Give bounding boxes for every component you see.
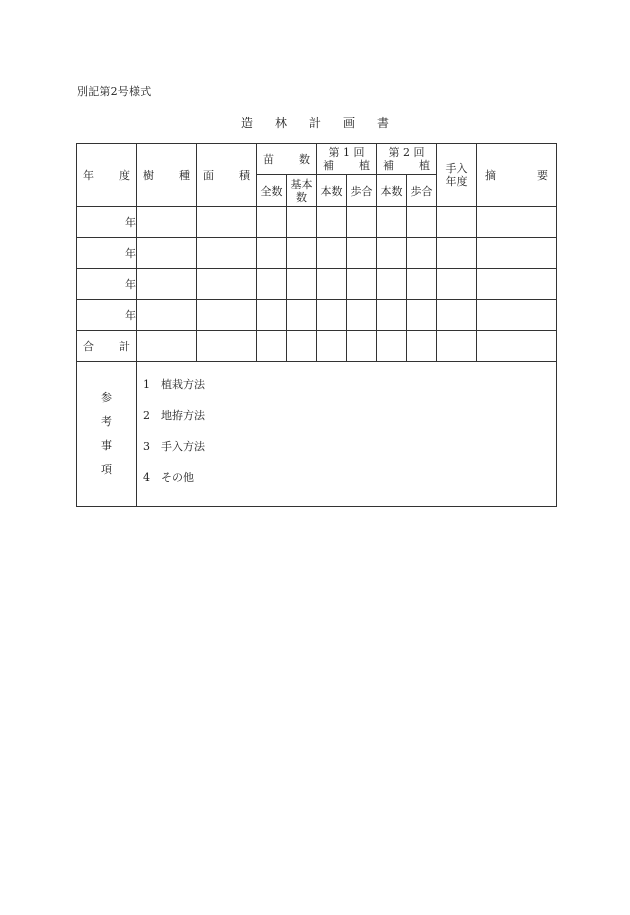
form-number-label: 別記第2号様式 xyxy=(77,85,152,98)
maintenance-year-cell[interactable] xyxy=(437,300,477,331)
note-planting-method: 1 植栽方法 xyxy=(143,378,205,391)
replant-1-rate-cell[interactable] xyxy=(347,207,377,238)
seedlings-total-cell[interactable] xyxy=(257,238,287,269)
notes-row xyxy=(77,362,557,507)
remarks-cell[interactable] xyxy=(477,238,557,269)
replant-2-rate-cell[interactable] xyxy=(407,300,437,331)
replant-1-rate-cell[interactable] xyxy=(347,238,377,269)
area-cell[interactable] xyxy=(197,207,257,238)
maintenance-year-cell[interactable] xyxy=(437,238,477,269)
area-cell[interactable] xyxy=(197,238,257,269)
header-seedlings: 苗 数 xyxy=(257,144,317,175)
header-area: 面 積 xyxy=(197,144,257,207)
maintenance-year-cell[interactable] xyxy=(437,207,477,238)
document-title: 造林計画書 xyxy=(240,116,411,130)
replant-1-count-cell[interactable] xyxy=(317,238,347,269)
replant-2-rate-cell[interactable] xyxy=(407,238,437,269)
header-seedlings-total: 全数 xyxy=(257,175,287,207)
replant-2-count-cell[interactable] xyxy=(377,269,407,300)
note-maintenance-method: 3 手入方法 xyxy=(143,440,205,453)
area-cell[interactable] xyxy=(197,300,257,331)
maintenance-year-cell[interactable] xyxy=(437,269,477,300)
table-row xyxy=(77,269,557,300)
notes-content-cell[interactable] xyxy=(137,362,557,507)
species-total-cell[interactable] xyxy=(137,331,197,362)
species-cell[interactable] xyxy=(137,207,197,238)
seedlings-base-cell[interactable] xyxy=(287,238,317,269)
remarks-cell[interactable] xyxy=(477,207,557,238)
remarks-cell[interactable] xyxy=(477,269,557,300)
replant-2-count-cell[interactable] xyxy=(377,207,407,238)
replant-1-rate-sum-cell[interactable] xyxy=(347,331,377,362)
header-species: 樹 種 xyxy=(137,144,197,207)
replant-2-count-cell[interactable] xyxy=(377,300,407,331)
seedlings-total-cell[interactable] xyxy=(257,300,287,331)
species-cell[interactable] xyxy=(137,269,197,300)
year-cell[interactable]: 年 xyxy=(77,207,137,238)
header-remarks: 摘 要 xyxy=(477,144,557,207)
seedlings-base-cell[interactable] xyxy=(287,207,317,238)
replant-1-rate-cell[interactable] xyxy=(347,300,377,331)
note-site-preparation-method: 2 地拵方法 xyxy=(143,409,205,422)
seedlings-base-sum-cell[interactable] xyxy=(287,331,317,362)
header-replant-1-rate: 歩合 xyxy=(347,175,377,207)
seedlings-base-cell[interactable] xyxy=(287,269,317,300)
header-seedlings-base: 基本 数 xyxy=(287,175,317,207)
header-replant-2: 第 2 回 補 植 xyxy=(377,144,437,175)
afforestation-plan-table xyxy=(76,143,557,507)
remarks-sum-cell[interactable] xyxy=(477,331,557,362)
maintenance-year-sum-cell[interactable] xyxy=(437,331,477,362)
total-label: 合 計 xyxy=(77,331,137,362)
replant-1-count-cell[interactable] xyxy=(317,300,347,331)
header-year: 年 度 xyxy=(77,144,137,207)
replant-2-count-cell[interactable] xyxy=(377,238,407,269)
note-other: 4 その他 xyxy=(143,471,194,484)
replant-2-count-sum-cell[interactable] xyxy=(377,331,407,362)
replant-2-rate-sum-cell[interactable] xyxy=(407,331,437,362)
header-maintenance-year: 手入 年度 xyxy=(437,144,477,207)
seedlings-base-cell[interactable] xyxy=(287,300,317,331)
replant-2-rate-cell[interactable] xyxy=(407,207,437,238)
year-cell[interactable]: 年 xyxy=(77,269,137,300)
replant-1-count-cell[interactable] xyxy=(317,207,347,238)
species-cell[interactable] xyxy=(137,238,197,269)
seedlings-total-cell[interactable] xyxy=(257,269,287,300)
area-total-cell[interactable] xyxy=(197,331,257,362)
seedlings-total-cell[interactable] xyxy=(257,207,287,238)
year-cell[interactable]: 年 xyxy=(77,238,137,269)
header-replant-1: 第 1 回 補 植 xyxy=(317,144,377,175)
replant-1-count-sum-cell[interactable] xyxy=(317,331,347,362)
species-cell[interactable] xyxy=(137,300,197,331)
total-row xyxy=(77,331,557,362)
notes-label-cell: 参 考 事 項 xyxy=(77,362,137,507)
table-row xyxy=(77,207,557,238)
table-row xyxy=(77,238,557,269)
remarks-cell[interactable] xyxy=(477,300,557,331)
replant-1-count-cell[interactable] xyxy=(317,269,347,300)
replant-1-rate-cell[interactable] xyxy=(347,269,377,300)
header-replant-2-count: 本数 xyxy=(377,175,407,207)
seedlings-total-sum-cell[interactable] xyxy=(257,331,287,362)
area-cell[interactable] xyxy=(197,269,257,300)
table-row xyxy=(77,300,557,331)
header-replant-2-rate: 歩合 xyxy=(407,175,437,207)
year-cell[interactable]: 年 xyxy=(77,300,137,331)
replant-2-rate-cell[interactable] xyxy=(407,269,437,300)
header-replant-1-count: 本数 xyxy=(317,175,347,207)
